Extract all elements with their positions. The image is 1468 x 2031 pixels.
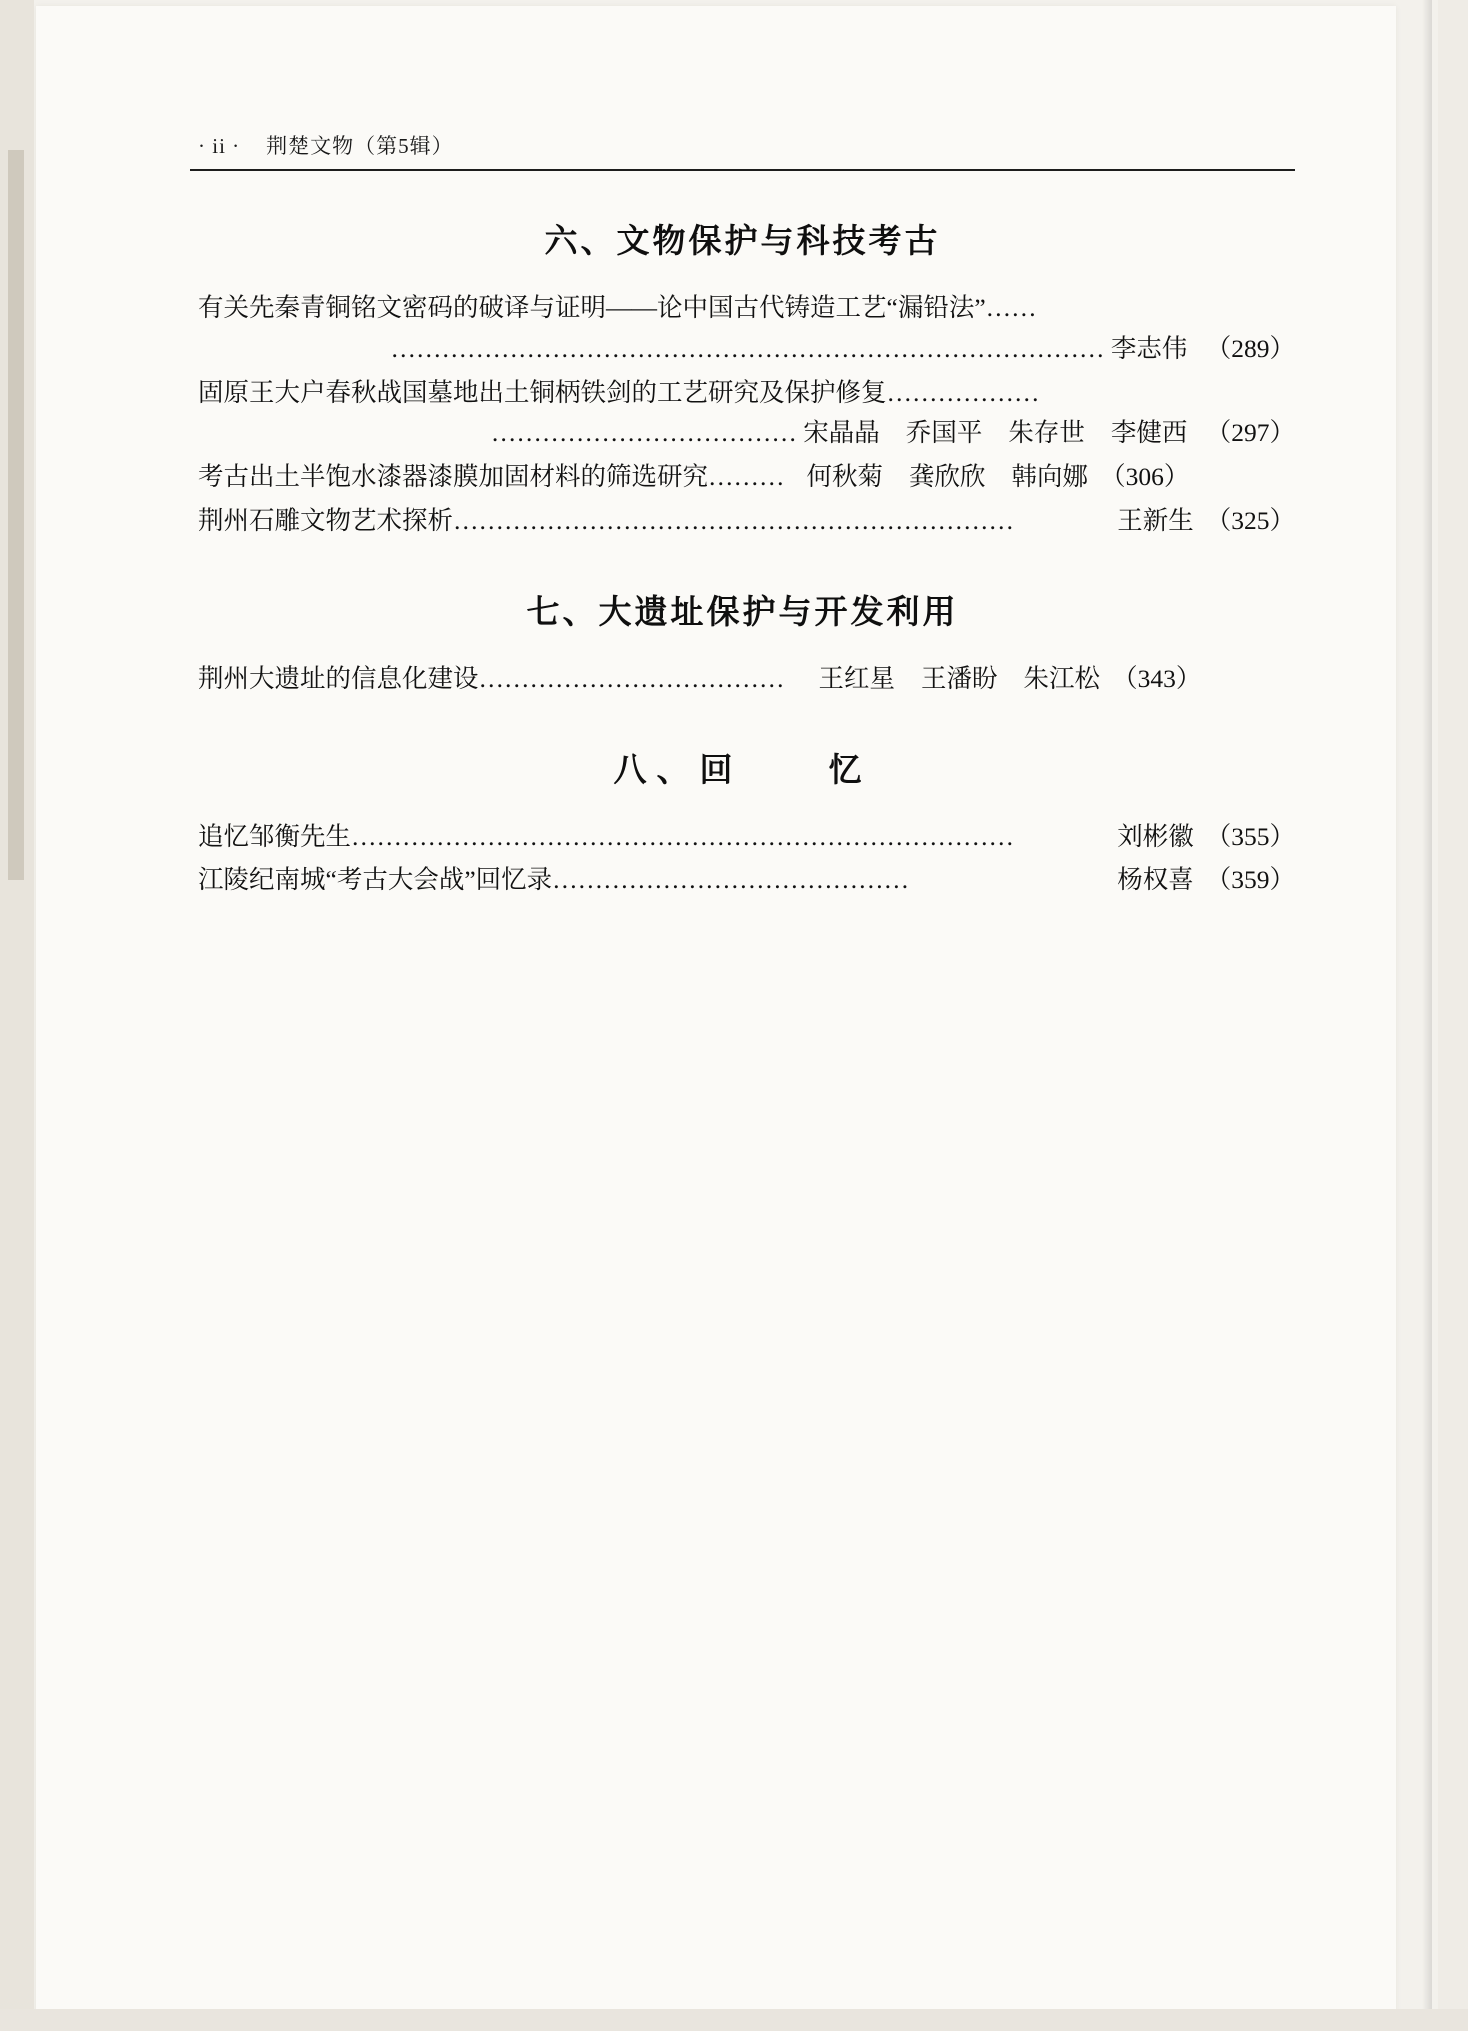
toc-entry-title: 江陵纪南城“考古大会战”回忆录: [198, 865, 553, 895]
toc-entry-row: [190, 817, 1295, 858]
toc-entry[interactable]: [190, 373, 1295, 455]
author: 李健西: [1110, 418, 1188, 448]
authors: [807, 457, 1089, 498]
authors: [1117, 817, 1194, 858]
author: 王红星: [818, 663, 896, 693]
right-page-edge: [1438, 0, 1468, 2031]
toc-entry-title: 荆州石雕文物艺术探析: [198, 505, 454, 535]
author: 朱存世: [1008, 418, 1085, 448]
section-heading-7: 七、大遗址保护与开发利用: [526, 594, 959, 631]
toc-entry[interactable]: [190, 659, 1295, 700]
authors: [819, 659, 1101, 700]
toc-entry-title: 固原王大户春秋战国墓地出土铜柄铁剑的工艺研究及保护修复………………: [198, 377, 1040, 407]
author: 宋晶晶: [803, 418, 880, 448]
authors: [1111, 334, 1188, 363]
page-folio: · ii ·: [198, 134, 241, 158]
author: 乔国平: [905, 418, 983, 448]
author: 李志伟: [1110, 333, 1188, 363]
page-number: （306）: [1100, 462, 1190, 492]
toc-entry-title: 荆州大遗址的信息化建设: [198, 663, 479, 693]
running-head: [190, 130, 1295, 160]
page-number: （297）: [1205, 418, 1295, 448]
toc-entry-title: 考古出土半饱水漆器漆膜加固材料的筛选研究: [198, 462, 709, 492]
leader-dots: ……………………………………………………………………: [351, 821, 1015, 851]
section-heading-6: 六、文物保护与科技考古: [544, 224, 941, 260]
leader-dots: ………………………………: [490, 418, 797, 448]
author: 王潘盼: [921, 663, 998, 693]
book-title: 荆楚文物（第5辑）: [266, 134, 454, 158]
page-number: （289）: [1205, 333, 1295, 363]
page-number: （325）: [1205, 505, 1295, 535]
toc-entry[interactable]: [190, 817, 1295, 858]
page-number: （355）: [1205, 821, 1295, 851]
author: 朱江松: [1023, 663, 1101, 693]
toc-entry[interactable]: [190, 860, 1295, 901]
header-rule: [190, 169, 1295, 171]
authors: [1117, 860, 1194, 901]
author: 王新生: [1117, 505, 1194, 535]
page-number: （359）: [1205, 865, 1295, 895]
bottom-page-edge: [0, 2009, 1468, 2031]
page-number: （343）: [1112, 663, 1202, 693]
left-gutter-shadow: [8, 150, 24, 880]
leader-dots: …………………………………………………………: [453, 505, 1015, 535]
toc-entry-row: [190, 457, 1295, 498]
author: 何秋菊: [806, 462, 884, 492]
section-heading-8: 八、回 忆: [613, 752, 872, 789]
toc-entry-row: [190, 860, 1295, 901]
toc-entry-title: 有关先秦青铜铭文密码的破译与证明——论中国古代铸造工艺“漏铅法”……: [198, 293, 1037, 322]
toc-content: [190, 130, 1295, 904]
toc-entry[interactable]: [190, 457, 1295, 498]
leader-dots: ………………………………: [478, 663, 785, 693]
leader-dots: …………………………………………………………………………: [390, 333, 1105, 363]
author: 韩向娜: [1011, 462, 1089, 492]
author: 杨权喜: [1117, 865, 1194, 895]
toc-entry-row: [190, 501, 1295, 542]
toc-entry[interactable]: [190, 288, 1295, 370]
leader-dots: ……………………………………: [552, 865, 910, 895]
toc-entry-tail: [190, 413, 1295, 454]
authors: [803, 418, 1187, 447]
leader-dots: ………: [708, 462, 785, 492]
toc-entry-tail: [190, 329, 1295, 370]
author: 刘彬徽: [1117, 821, 1194, 851]
toc-entry-title: 追忆邹衡先生: [198, 821, 352, 851]
author: 龚欣欣: [909, 462, 986, 492]
authors: [1117, 501, 1194, 542]
toc-entry-row: [190, 659, 1295, 700]
right-fold-shadow: [1422, 0, 1432, 2031]
toc-entry[interactable]: [190, 501, 1295, 542]
